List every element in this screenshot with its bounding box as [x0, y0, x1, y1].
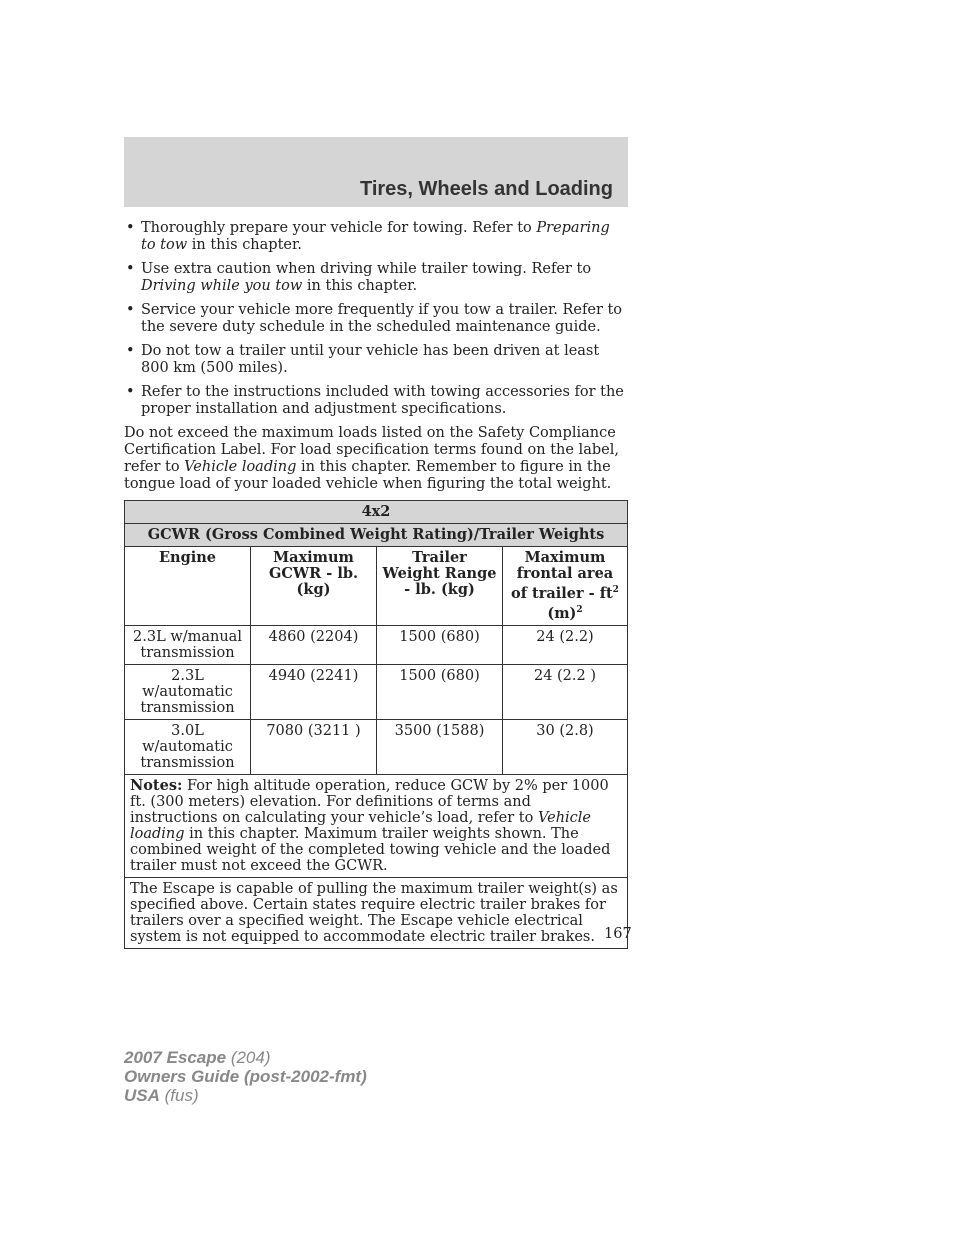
document-footer: [124, 1048, 367, 1105]
column-header-range: Trailer Weight Range - lb. (kg): [377, 547, 503, 626]
page-number: 167: [604, 926, 632, 942]
column-header-row: [125, 547, 628, 626]
notes-row: [125, 774, 628, 877]
footer-line-2: Owners Guide (post-2002-fmt): [124, 1067, 367, 1086]
cross-reference: Vehicle loading: [184, 459, 297, 475]
range-cell: 1500 (680): [377, 664, 503, 719]
page-content: [124, 220, 628, 949]
gcwr-cell: 7080 (3211 ): [251, 719, 377, 774]
cross-reference: Driving while you tow: [141, 278, 303, 294]
bullet-item: • Do not tow a trailer until your vehicle has been driven at least 800 km (500 miles).: [126, 343, 600, 376]
escape-note-row: [125, 877, 628, 948]
area-cell: 30 (2.8): [503, 719, 628, 774]
cross-reference: Vehicle loading: [130, 809, 592, 842]
bullet-item: • Thoroughly prepare your vehicle for towing. Refer to Preparing to tow in this chapter.: [126, 220, 610, 253]
bullet-item: • Use extra caution when driving while trailer towing. Refer to Driving while you tow in this chapter.: [126, 261, 592, 294]
bullet-icon: •: [126, 384, 135, 400]
column-header-frontal-area: Maximum frontal area of trailer - $ft^2$ $(m)^2$: [503, 547, 628, 626]
area-cell: 24 (2.2): [503, 625, 628, 664]
table-subtitle: GCWR (Gross Combined Weight Rating)/Trailer Weights: [125, 524, 628, 547]
section-title: Tires, Wheels and Loading: [359, 178, 613, 200]
column-header-engine: Engine: [125, 547, 251, 626]
cross-reference: Preparing to tow: [141, 220, 610, 253]
body-paragraph: Do not exceed the maximum loads listed on the Safety Compliance Certification Label. For load specification terms found on the label, refer to Vehicle loading in this chapter. Remember to figure in the tongue load of your loaded vehicle when figuring the total weight.: [124, 425, 619, 492]
bullet-icon: •: [126, 261, 135, 277]
engine-cell: 2.3L w/automatic transmission: [125, 664, 251, 719]
footer-line-1: 2007 Escape (204): [124, 1048, 271, 1067]
bullet-icon: •: [126, 220, 135, 236]
table-title: 4x2: [125, 501, 628, 524]
engine-cell: 3.0L w/automatic transmission: [125, 719, 251, 774]
engine-cell: 2.3L w/manual transmission: [125, 625, 251, 664]
bullet-icon: •: [126, 302, 135, 318]
gcwr-cell: 4940 (2241): [251, 664, 377, 719]
bullet-list: [124, 220, 628, 418]
range-cell: 3500 (1588): [377, 719, 503, 774]
table-row: [125, 719, 628, 774]
gcwr-cell: 4860 (2204): [251, 625, 377, 664]
footer-line-3: USA (fus): [124, 1086, 199, 1105]
notes-cell: Notes: For high altitude operation, reduce GCW by 2% per 1000 ft. (300 meters) elevation. For definitions of terms and instructions on calculating your vehicle’s load, refer to Vehicle loading in this chapter. Maximum trailer weights shown. The combined weight of the completed towing vehicle and the loaded trailer must not exceed the GCWR.: [125, 774, 628, 877]
bullet-icon: •: [126, 343, 135, 359]
column-header-gcwr: Maximum GCWR - lb. (kg): [251, 547, 377, 626]
area-cell: 24 (2.2 ): [503, 664, 628, 719]
escape-note-cell: The Escape is capable of pulling the maximum trailer weight(s) as specified above. Certain states require electric trailer brakes for trailers over a specified weight. The Escape vehicle electrical system is not equipped to accommodate electric trailer brakes.: [125, 877, 628, 948]
range-cell: 1500 (680): [377, 625, 503, 664]
table-row: [125, 664, 628, 719]
bullet-item: • Refer to the instructions included with towing accessories for the proper installation and adjustment specifications.: [126, 384, 624, 417]
section-header: [124, 137, 628, 207]
bullet-item: • Service your vehicle more frequently if you tow a trailer. Refer to the severe duty schedule in the scheduled maintenance guide.: [126, 302, 623, 335]
table-row: [125, 625, 628, 664]
gcwr-table: [124, 500, 628, 949]
